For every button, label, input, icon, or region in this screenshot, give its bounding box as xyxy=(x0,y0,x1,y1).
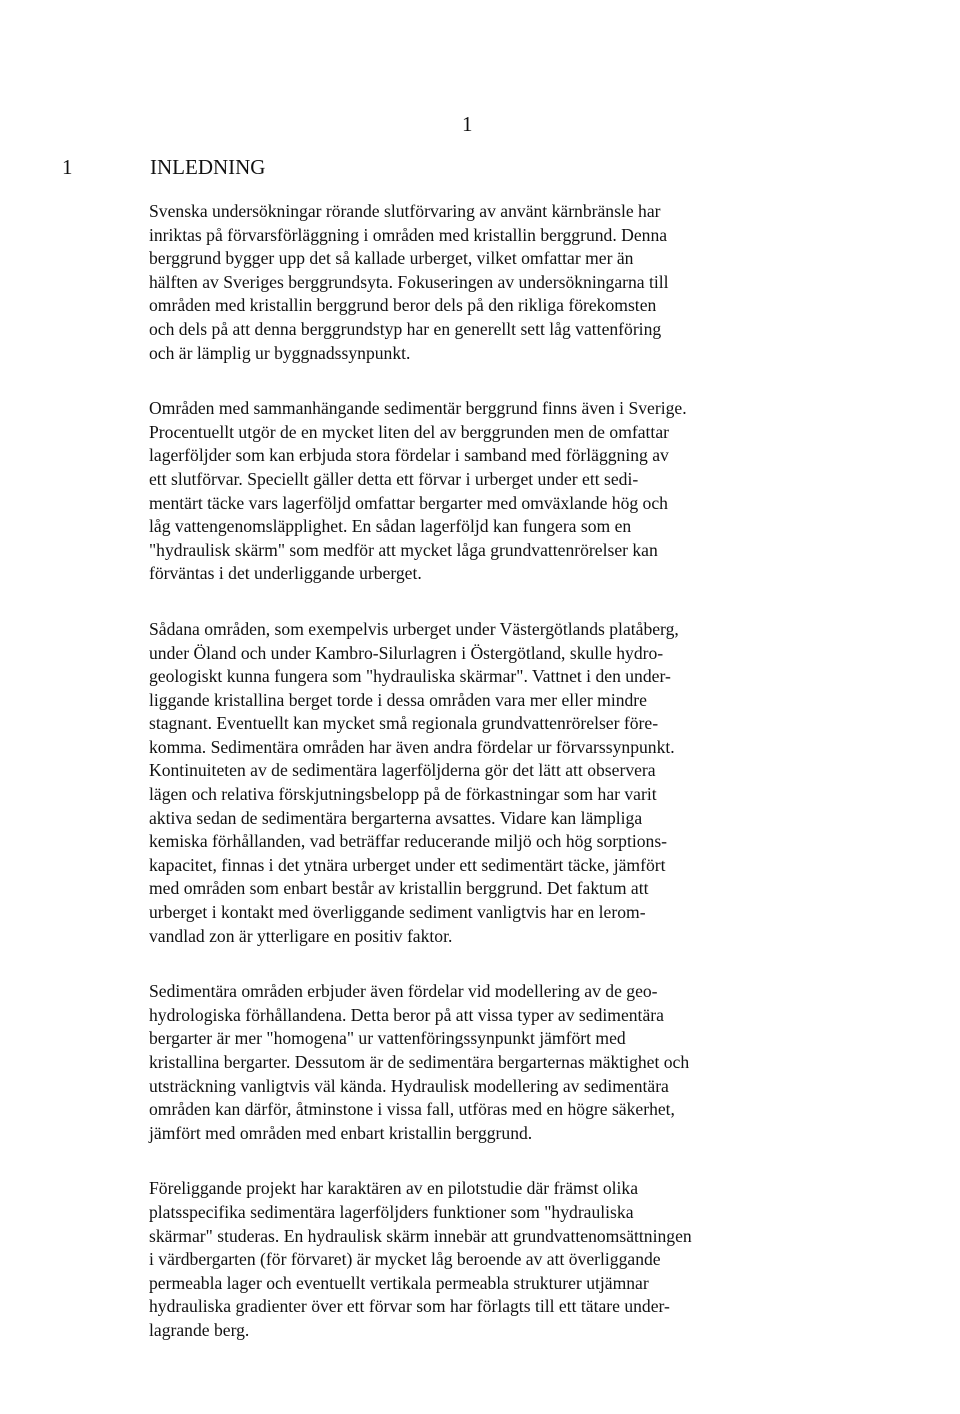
text-line: utsträckning vanligtvis väl kända. Hydraulisk modellering av sedimentära xyxy=(149,1075,669,1096)
paragraph xyxy=(149,200,789,365)
text-line: skärmar" studeras. En hydraulisk skärm innebär att grundvattenomsättningen xyxy=(149,1225,692,1246)
text-line: låg vattengenomsläpplighet. En sådan lagerföljd kan fungera som en xyxy=(149,516,632,537)
text-line: "hydraulisk skärm" som medför att mycket låga grundvattenrörelser kan xyxy=(149,539,658,560)
text-line: platsspecifika sedimentära lagerföljders funktioner som "hydrauliska xyxy=(149,1201,634,1222)
text-line: permeabla lager och eventuellt vertikala permeabla strukturer utjämnar xyxy=(149,1272,649,1293)
paragraph xyxy=(149,1177,789,1342)
text-line: Sådana områden, som exempelvis urberget under Västergötlands platåberg, xyxy=(149,618,679,639)
paragraph xyxy=(149,618,789,948)
text-line: urberget i kontakt med överliggande sediment vanligtvis har en lerom- xyxy=(149,902,646,923)
text-line: och är lämplig ur byggnadssynpunkt. xyxy=(149,342,411,363)
text-line: förväntas i det underliggande urberget. xyxy=(149,563,422,584)
paragraph xyxy=(149,397,789,586)
text-line: lägen och relativa förskjutningsbelopp på de förkastningar som har varit xyxy=(149,784,657,805)
text-line: lagrande berg. xyxy=(149,1319,250,1340)
body-text xyxy=(149,200,789,1375)
text-line: kristallina bergarter. Dessutom är de sedimentära bergarternas mäktighet och xyxy=(149,1052,690,1072)
text-line: mentärt täcke vars lagerföljd omfattar bergarter med omväxlande hög och xyxy=(149,492,668,513)
text-line: områden kan därför, åtminstone i vissa fall, utföras med en högre säkerhet, xyxy=(149,1099,675,1120)
text-line: vandlad zon är ytterligare en positiv faktor. xyxy=(149,925,453,946)
text-line: Föreliggande projekt har karaktären av en pilotstudie där främst olika xyxy=(149,1178,639,1199)
text-line: Områden med sammanhängande sedimentär berggrund finns även i Sverige. xyxy=(149,398,687,419)
text-line: ett slutförvar. Speciellt gäller detta ett förvar i urberget under ett sedi- xyxy=(149,468,639,489)
section-heading xyxy=(62,155,265,180)
text-line: hydrauliska gradienter över ett förvar som har förlagts till ett tätare under- xyxy=(149,1296,670,1317)
text-line: i värdbergarten (för förvaret) är mycket låg beroende av att överliggande xyxy=(149,1249,661,1270)
text-line: kemiska förhållanden, vad beträffar reducerande miljö och hög sorptions- xyxy=(149,831,668,852)
page-number: 1 xyxy=(462,112,473,136)
text-line: Procentuellt utgör de en mycket liten del av berggrunden men de omfattar xyxy=(149,421,669,442)
section-number: 1 xyxy=(62,155,73,179)
text-line: Kontinuiteten av de sedimentära lagerföljderna gör det lätt att observera xyxy=(149,760,656,781)
text-line: komma. Sedimentära områden har även andra fördelar ur förvarssynpunkt. xyxy=(149,736,675,757)
text-line: och dels på att denna berggrundstyp har en generellt sett låg vattenföring xyxy=(149,318,662,339)
text-line: under Öland och under Kambro-Silurlagren i Östergötland, skulle hydro- xyxy=(149,642,664,663)
text-line: Svenska undersökningar rörande slutförvaring av använt kärnbränsle har xyxy=(149,201,661,221)
text-line: inriktas på förvarsförläggning i områden med kristallin berggrund. Denna xyxy=(149,224,668,245)
text-line: Sedimentära områden erbjuder även fördelar vid modellering av de geo- xyxy=(149,981,658,1002)
text-line: hälften av Sveriges berggrundsyta. Fokuseringen av undersökningarna till xyxy=(149,271,669,292)
text-line: geologiskt kunna fungera som "hydrauliska skärmar". Vattnet i den under- xyxy=(149,666,671,687)
text-line: bergarter är mer "homogena" ur vattenföringssynpunkt jämfört med xyxy=(149,1028,626,1049)
paragraph xyxy=(149,980,789,1145)
text-line: berggrund bygger upp det så kallade urberget, vilket omfattar mer än xyxy=(149,248,634,269)
text-line: stagnant. Eventuellt kan mycket små regionala grundvattenrörelser före- xyxy=(149,713,659,734)
text-line: jämfört med områden med enbart kristallin berggrund. xyxy=(149,1122,533,1143)
text-line: aktiva sedan de sedimentära bergarterna avsattes. Vidare kan lämpliga xyxy=(149,807,643,828)
section-title: INLEDNING xyxy=(150,155,266,179)
text-line: liggande kristallina berget torde i dessa områden vara mer eller mindre xyxy=(149,689,647,710)
text-line: lagerföljder som kan erbjuda stora fördelar i samband med förläggning av xyxy=(149,445,669,466)
text-line: hydrologiska förhållandena. Detta beror på att vissa typer av sedimentära xyxy=(149,1004,664,1025)
text-line: kapacitet, finnas i det ytnära urberget under ett sedimentärt täcke, jämfört xyxy=(149,854,666,875)
text-line: områden med kristallin berggrund beror dels på den rikliga förekomsten xyxy=(149,295,657,316)
text-line: med områden som enbart består av kristallin berggrund. Det faktum att xyxy=(149,878,649,899)
